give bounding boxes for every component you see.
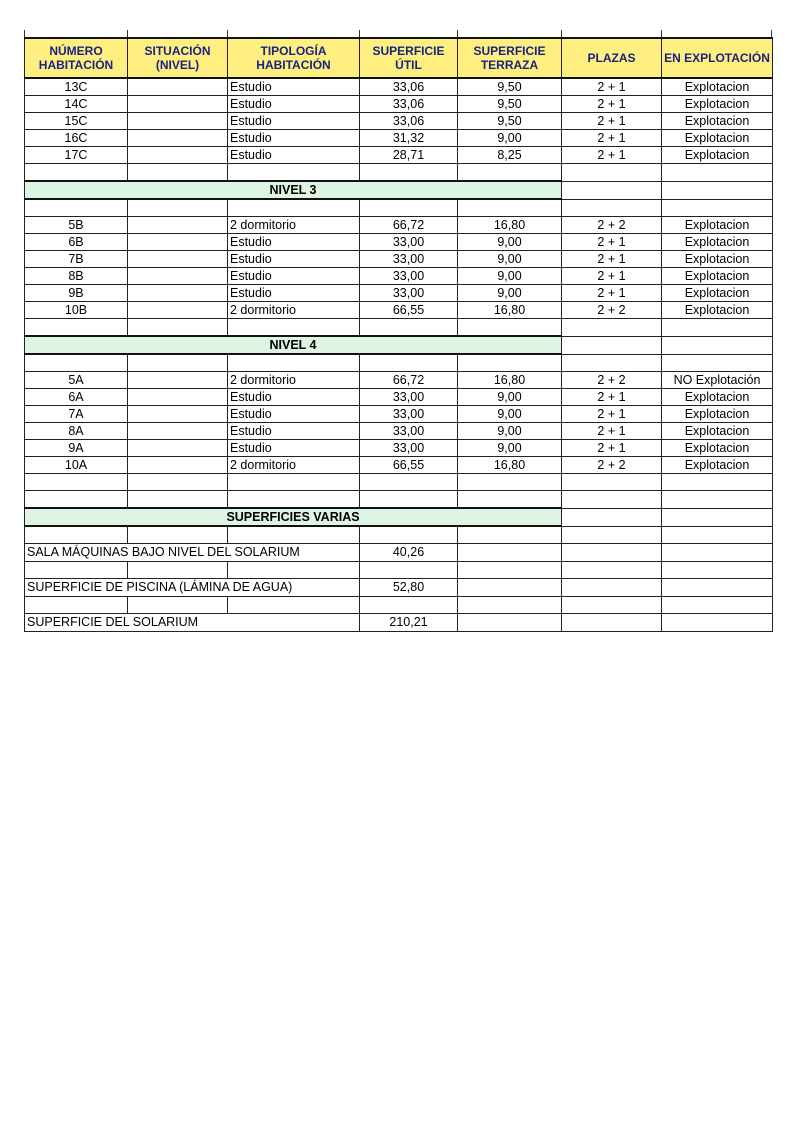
header-plazas: PLAZAS (562, 38, 662, 78)
room-superficie-util: 33,06 (360, 96, 458, 113)
room-superficie-util: 66,55 (360, 457, 458, 474)
room-number: 8B (25, 268, 128, 285)
blank-cell (662, 544, 773, 562)
blank-cell (228, 597, 360, 614)
room-plazas: 2 + 1 (562, 130, 662, 147)
blank-cell (228, 491, 360, 509)
room-explotacion: Explotacion (662, 406, 773, 423)
room-tipologia: Estudio (228, 268, 360, 285)
table-row (25, 251, 773, 268)
superficie-value: 40,26 (360, 544, 458, 562)
room-number: 5A (25, 372, 128, 389)
blank-cell (562, 508, 662, 526)
room-tipologia: Estudio (228, 440, 360, 457)
header-tipologia: TIPOLOGÍA HABITACIÓN (228, 38, 360, 78)
blank-cell (25, 491, 128, 509)
room-number: 5B (25, 217, 128, 234)
room-number: 8A (25, 423, 128, 440)
blank-cell (228, 164, 360, 182)
table-row (25, 457, 773, 474)
room-superficie-terraza: 16,80 (458, 302, 562, 319)
table-row (25, 130, 773, 147)
room-tipologia: Estudio (228, 285, 360, 302)
blank-cell (458, 319, 562, 337)
blank-cell (25, 562, 128, 579)
blank-cell (662, 474, 773, 491)
blank-cell (228, 354, 360, 372)
blank-cell (662, 614, 773, 632)
room-situacion (128, 406, 228, 423)
blank-cell (128, 491, 228, 509)
blank-cell (458, 164, 562, 182)
section-title: NIVEL 4 (25, 336, 562, 354)
room-situacion (128, 78, 228, 96)
section-title: NIVEL 3 (25, 181, 562, 199)
room-plazas: 2 + 1 (562, 78, 662, 96)
blank-cell (662, 164, 773, 182)
room-tipologia: 2 dormitorio (228, 372, 360, 389)
room-number: 7B (25, 251, 128, 268)
blank-cell (25, 319, 128, 337)
section-title: SUPERFICIES VARIAS (25, 508, 562, 526)
table-row (25, 440, 773, 457)
room-explotacion: Explotacion (662, 302, 773, 319)
room-situacion (128, 96, 228, 113)
blank-cell (562, 199, 662, 217)
room-tipologia: Estudio (228, 130, 360, 147)
room-table-sheet (24, 37, 772, 632)
room-tipologia: Estudio (228, 147, 360, 164)
room-superficie-terraza: 16,80 (458, 372, 562, 389)
room-situacion (128, 423, 228, 440)
room-superficie-util: 33,00 (360, 251, 458, 268)
blank-row (25, 199, 773, 217)
room-tipologia: Estudio (228, 423, 360, 440)
room-number: 10A (25, 457, 128, 474)
room-plazas: 2 + 1 (562, 234, 662, 251)
superficie-label: SUPERFICIE DEL SOLARIUM (25, 614, 360, 632)
room-number: 6A (25, 389, 128, 406)
room-situacion (128, 372, 228, 389)
room-situacion (128, 113, 228, 130)
room-plazas: 2 + 2 (562, 372, 662, 389)
table-row (25, 234, 773, 251)
blank-cell (458, 199, 562, 217)
blank-cell (562, 181, 662, 199)
table-row (25, 268, 773, 285)
blank-cell (128, 199, 228, 217)
room-plazas: 2 + 1 (562, 96, 662, 113)
room-explotacion: Explotacion (662, 78, 773, 96)
room-situacion (128, 440, 228, 457)
room-number: 7A (25, 406, 128, 423)
blank-cell (458, 474, 562, 491)
room-explotacion: Explotacion (662, 285, 773, 302)
room-explotacion: Explotacion (662, 440, 773, 457)
room-number: 6B (25, 234, 128, 251)
room-explotacion: Explotacion (662, 268, 773, 285)
blank-row (25, 474, 773, 491)
room-superficie-terraza: 16,80 (458, 457, 562, 474)
blank-cell (360, 164, 458, 182)
room-superficie-util: 31,32 (360, 130, 458, 147)
room-number: 10B (25, 302, 128, 319)
room-plazas: 2 + 1 (562, 285, 662, 302)
blank-row (25, 562, 773, 579)
room-plazas: 2 + 1 (562, 389, 662, 406)
blank-cell (360, 597, 458, 614)
room-number: 13C (25, 78, 128, 96)
blank-row (25, 354, 773, 372)
table-row (25, 302, 773, 319)
blank-cell (228, 526, 360, 544)
room-plazas: 2 + 1 (562, 251, 662, 268)
room-plazas: 2 + 2 (562, 302, 662, 319)
room-superficie-terraza: 9,00 (458, 285, 562, 302)
blank-cell (662, 526, 773, 544)
blank-cell (25, 354, 128, 372)
blank-cell (458, 614, 562, 632)
blank-cell (228, 319, 360, 337)
blank-cell (360, 491, 458, 509)
room-superficie-terraza: 9,00 (458, 130, 562, 147)
superficie-label: SUPERFICIE DE PISCINA (LÁMINA DE AGUA) (25, 579, 360, 597)
blank-cell (562, 336, 662, 354)
room-number: 9A (25, 440, 128, 457)
table-row (25, 372, 773, 389)
section-superficies-varias (25, 508, 773, 526)
room-superficie-util: 28,71 (360, 147, 458, 164)
room-situacion (128, 217, 228, 234)
blank-cell (25, 597, 128, 614)
blank-cell (662, 562, 773, 579)
room-tipologia: Estudio (228, 96, 360, 113)
blank-cell (562, 597, 662, 614)
room-tipologia: Estudio (228, 406, 360, 423)
room-superficie-terraza: 9,00 (458, 406, 562, 423)
room-tipologia: Estudio (228, 234, 360, 251)
room-superficie-util: 33,00 (360, 285, 458, 302)
room-explotacion: Explotacion (662, 113, 773, 130)
blank-cell (360, 354, 458, 372)
room-superficie-util: 33,06 (360, 113, 458, 130)
room-superficie-util: 33,06 (360, 78, 458, 96)
blank-cell (662, 336, 773, 354)
blank-cell (228, 562, 360, 579)
room-situacion (128, 147, 228, 164)
room-situacion (128, 251, 228, 268)
superficie-row (25, 614, 773, 632)
blank-cell (662, 181, 773, 199)
header-numero: NÚMERO HABITACIÓN (25, 38, 128, 78)
room-superficie-terraza: 9,50 (458, 96, 562, 113)
superficie-value: 52,80 (360, 579, 458, 597)
blank-cell (562, 579, 662, 597)
blank-cell (662, 354, 773, 372)
blank-cell (360, 474, 458, 491)
room-superficie-terraza: 8,25 (458, 147, 562, 164)
room-plazas: 2 + 1 (562, 113, 662, 130)
room-plazas: 2 + 2 (562, 217, 662, 234)
blank-cell (128, 319, 228, 337)
header-superficie-terraza: SUPERFICIE TERRAZA (458, 38, 562, 78)
room-superficie-util: 33,00 (360, 406, 458, 423)
room-superficie-util: 66,72 (360, 372, 458, 389)
room-superficie-terraza: 9,00 (458, 234, 562, 251)
blank-row (25, 526, 773, 544)
blank-cell (458, 491, 562, 509)
superficie-row (25, 544, 773, 562)
room-superficie-util: 33,00 (360, 440, 458, 457)
room-situacion (128, 389, 228, 406)
superficie-label: SALA MÁQUINAS BAJO NIVEL DEL SOLARIUM (25, 544, 360, 562)
room-superficie-terraza: 9,00 (458, 440, 562, 457)
room-tipologia: 2 dormitorio (228, 457, 360, 474)
room-number: 16C (25, 130, 128, 147)
blank-cell (25, 199, 128, 217)
blank-cell (662, 597, 773, 614)
room-explotacion: Explotacion (662, 217, 773, 234)
superficie-row (25, 579, 773, 597)
header-situacion: SITUACIÓN (NIVEL) (128, 38, 228, 78)
room-plazas: 2 + 1 (562, 440, 662, 457)
room-situacion (128, 457, 228, 474)
blank-cell (662, 199, 773, 217)
blank-cell (128, 354, 228, 372)
blank-cell (128, 562, 228, 579)
blank-cell (360, 199, 458, 217)
blank-cell (562, 526, 662, 544)
room-number: 9B (25, 285, 128, 302)
blank-cell (662, 319, 773, 337)
room-explotacion: Explotacion (662, 389, 773, 406)
blank-cell (562, 319, 662, 337)
room-tipologia: Estudio (228, 389, 360, 406)
blank-cell (662, 579, 773, 597)
header-row (25, 38, 773, 78)
blank-cell (458, 562, 562, 579)
room-explotacion: Explotacion (662, 457, 773, 474)
blank-cell (360, 319, 458, 337)
blank-cell (228, 474, 360, 491)
table-row (25, 96, 773, 113)
room-tipologia: Estudio (228, 78, 360, 96)
blank-cell (458, 579, 562, 597)
blank-cell (562, 614, 662, 632)
header-superficie-util: SUPERFICIE ÚTIL (360, 38, 458, 78)
table-row (25, 406, 773, 423)
room-explotacion: Explotacion (662, 130, 773, 147)
table-row (25, 147, 773, 164)
room-explotacion: Explotacion (662, 234, 773, 251)
table-row (25, 285, 773, 302)
room-situacion (128, 302, 228, 319)
header-explotacion: EN EXPLOTACIÓN (662, 38, 773, 78)
room-tipologia: Estudio (228, 251, 360, 268)
room-superficie-util: 33,00 (360, 423, 458, 440)
blank-cell (662, 491, 773, 509)
blank-cell (562, 474, 662, 491)
table-row (25, 217, 773, 234)
room-superficie-terraza: 9,00 (458, 423, 562, 440)
blank-cell (662, 508, 773, 526)
room-superficie-terraza: 9,00 (458, 389, 562, 406)
room-situacion (128, 268, 228, 285)
room-situacion (128, 285, 228, 302)
room-explotacion: Explotacion (662, 147, 773, 164)
blank-cell (562, 164, 662, 182)
room-explotacion: Explotacion (662, 423, 773, 440)
blank-cell (128, 597, 228, 614)
room-table-body (25, 38, 773, 632)
blank-cell (562, 544, 662, 562)
room-situacion (128, 130, 228, 147)
blank-row (25, 491, 773, 509)
blank-cell (458, 597, 562, 614)
room-explotacion: Explotacion (662, 96, 773, 113)
room-tipologia: Estudio (228, 113, 360, 130)
room-number: 14C (25, 96, 128, 113)
room-superficie-terraza: 9,00 (458, 268, 562, 285)
room-superficie-util: 33,00 (360, 389, 458, 406)
blank-cell (562, 491, 662, 509)
table-row (25, 423, 773, 440)
room-superficie-util: 33,00 (360, 268, 458, 285)
blank-cell (458, 544, 562, 562)
blank-row (25, 164, 773, 182)
room-plazas: 2 + 2 (562, 457, 662, 474)
room-plazas: 2 + 1 (562, 268, 662, 285)
room-situacion (128, 234, 228, 251)
blank-row (25, 597, 773, 614)
blank-cell (458, 526, 562, 544)
blank-cell (228, 199, 360, 217)
room-explotacion: NO Explotación (662, 372, 773, 389)
room-superficie-terraza: 9,50 (458, 78, 562, 96)
blank-cell (458, 354, 562, 372)
blank-cell (562, 354, 662, 372)
room-plazas: 2 + 1 (562, 147, 662, 164)
table-row (25, 389, 773, 406)
blank-cell (562, 562, 662, 579)
blank-cell (360, 526, 458, 544)
room-table (24, 37, 773, 632)
room-superficie-terraza: 16,80 (458, 217, 562, 234)
room-explotacion: Explotacion (662, 251, 773, 268)
room-tipologia: 2 dormitorio (228, 302, 360, 319)
room-superficie-util: 66,72 (360, 217, 458, 234)
blank-row (25, 319, 773, 337)
table-row (25, 113, 773, 130)
room-superficie-util: 66,55 (360, 302, 458, 319)
room-plazas: 2 + 1 (562, 406, 662, 423)
table-row (25, 78, 773, 96)
room-tipologia: 2 dormitorio (228, 217, 360, 234)
superficie-value: 210,21 (360, 614, 458, 632)
blank-cell (360, 562, 458, 579)
room-superficie-util: 33,00 (360, 234, 458, 251)
room-plazas: 2 + 1 (562, 423, 662, 440)
blank-cell (25, 474, 128, 491)
blank-cell (25, 164, 128, 182)
room-number: 17C (25, 147, 128, 164)
room-number: 15C (25, 113, 128, 130)
blank-cell (128, 164, 228, 182)
room-superficie-terraza: 9,00 (458, 251, 562, 268)
section-nivel-4 (25, 336, 773, 354)
section-nivel-3 (25, 181, 773, 199)
blank-cell (25, 526, 128, 544)
blank-cell (128, 474, 228, 491)
room-superficie-terraza: 9,50 (458, 113, 562, 130)
blank-cell (128, 526, 228, 544)
